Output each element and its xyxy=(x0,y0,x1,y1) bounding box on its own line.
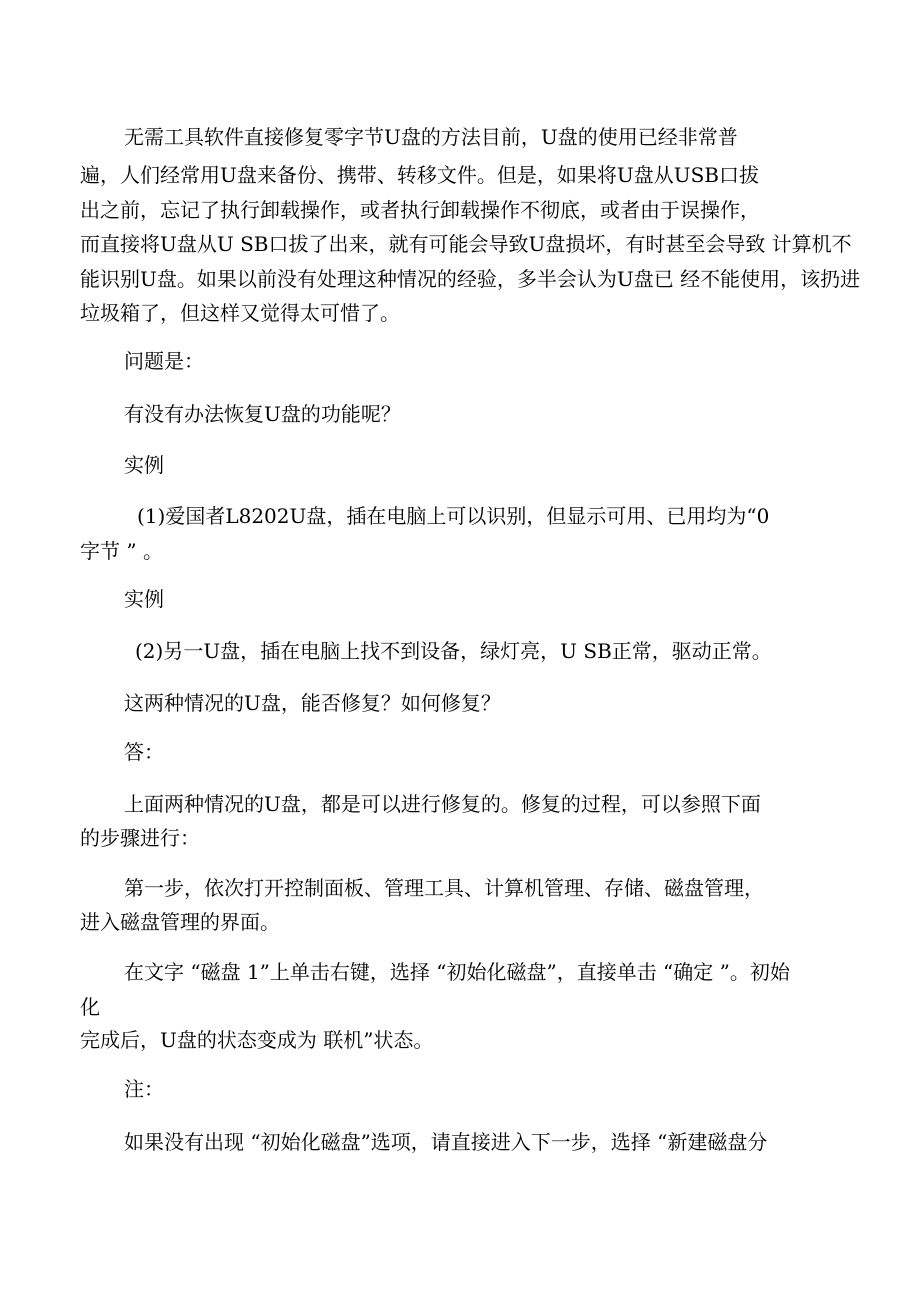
answer-label: 答： xyxy=(124,740,164,764)
note-label: 注： xyxy=(124,1077,164,1101)
question-text: 有没有办法恢复U盘的功能呢？ xyxy=(124,402,401,426)
example-label: 实例 xyxy=(124,453,164,477)
step-detail-line: 在文字 “磁盘 1”上单击右键，选择 “初始化磁盘”，直接单击 “确定 ”。初始 xyxy=(124,960,790,984)
question-label: 问题是： xyxy=(124,349,204,373)
paragraph-line: 而直接将U盘从U SB口拔了出来，就有可能会导致U盘损坏，有时甚至会导致 计算机不 xyxy=(80,232,852,256)
paragraph-line: 遍，人们经常用U盘来备份、携带、转移文件。但是，如果将U盘从USB口拔 xyxy=(80,163,759,187)
paragraph-line: 垃圾箱了，但这样又觉得太可惜了。 xyxy=(80,301,400,325)
step-detail-line: 完成后，U盘的状态变成为 联机”状态。 xyxy=(80,1028,434,1052)
answer-line: 上面两种情况的U盘，都是可以进行修复的。修复的过程，可以参照下面 xyxy=(124,792,761,816)
answer-line: 的步骤进行： xyxy=(80,826,200,850)
step-line: 第一步，依次打开控制面板、管理工具、计算机管理、存储、磁盘管理， xyxy=(124,876,764,900)
paragraph-line: 能识别U盘。如果以前没有处理这种情况的经验，多半会认为U盘已 经不能使用，该扔进 xyxy=(80,267,861,291)
note-text: 如果没有出现 “初始化磁盘”选项，请直接进入下一步，选择 “新建磁盘分 xyxy=(124,1130,768,1154)
paragraph-line: 无需工具软件直接修复零字节U盘的方法目前，U盘的使用已经非常普 xyxy=(124,125,738,149)
step-line: 进入磁盘管理的界面。 xyxy=(80,910,280,934)
example-label: 实例 xyxy=(124,587,164,611)
step-detail-line: 化 xyxy=(80,995,100,1019)
example-line: (1)爱国者L8202U盘，插在电脑上可以识别，但显示可用、已用均为“0 xyxy=(137,504,770,528)
question-text: 这两种情况的U盘，能否修复？如何修复？ xyxy=(124,691,501,715)
example-line: 字节 ” 。 xyxy=(80,539,163,563)
example-line: (2)另一U盘，插在电脑上找不到设备，绿灯亮，U SB正常，驱动正常。 xyxy=(135,639,772,663)
paragraph-line: 出之前，忘记了执行卸载操作，或者执行卸载操作不彻底，或者由于误操作， xyxy=(80,198,760,222)
